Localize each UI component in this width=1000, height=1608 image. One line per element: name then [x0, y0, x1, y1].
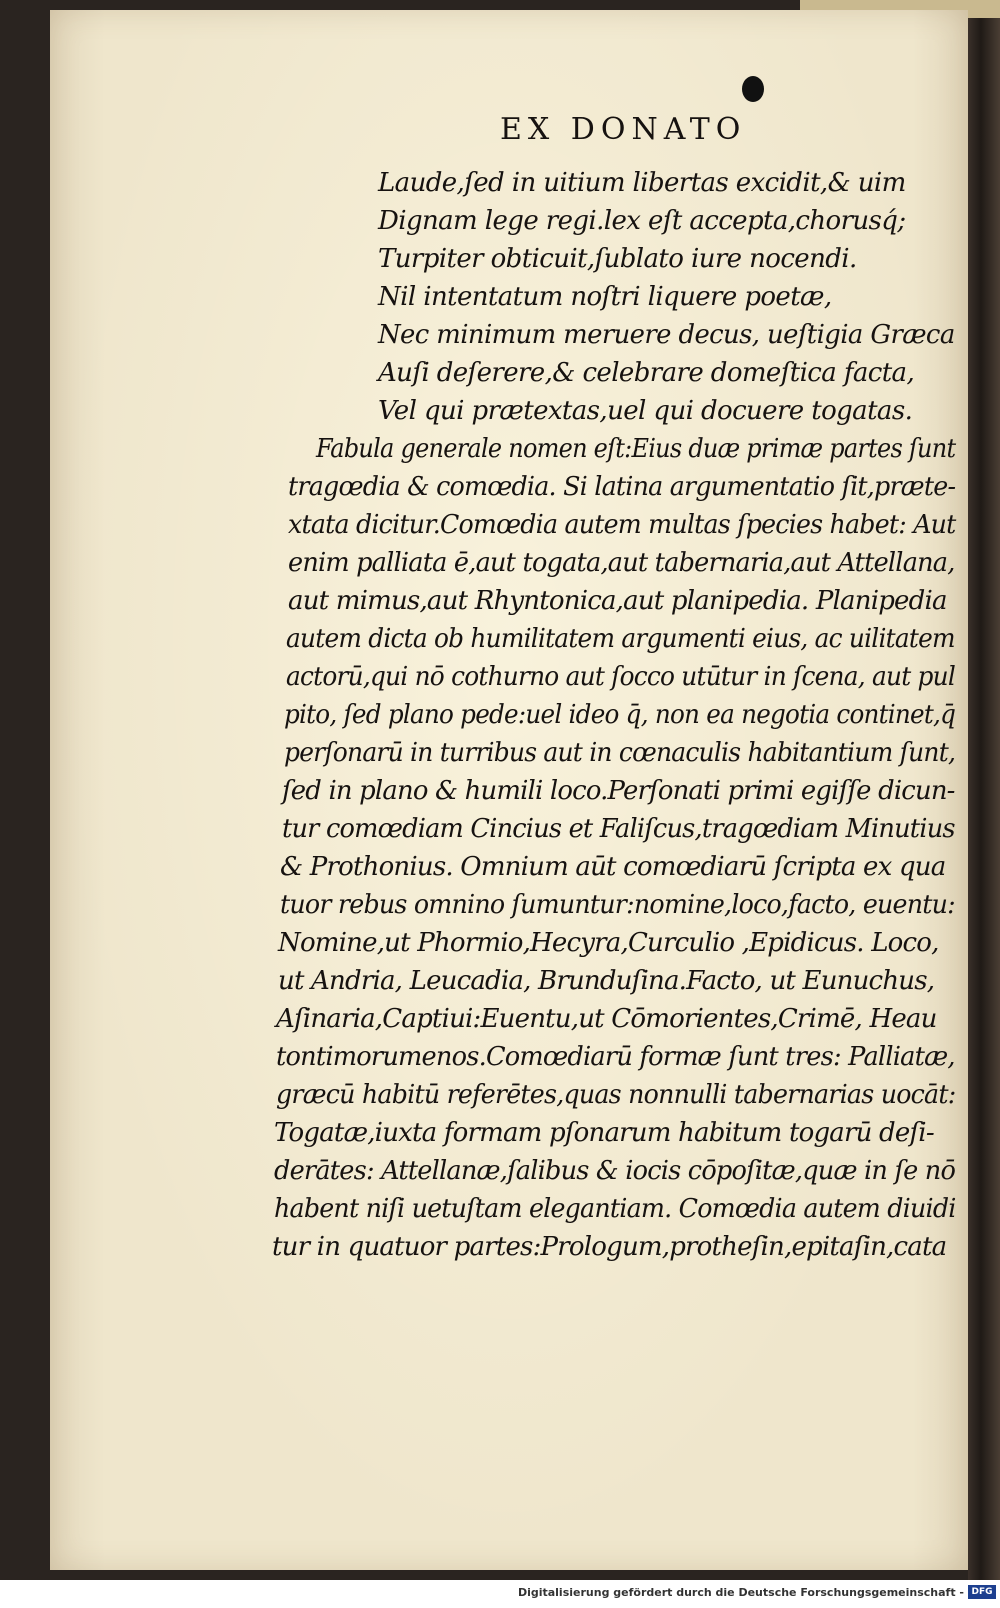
prose-line: Nomine,ut Phormio,Hecyra,Curculio ,Epidicus. Loco,	[278, 928, 939, 958]
dfg-logo: DFG	[968, 1585, 996, 1599]
prose-line: tragœdia & comœdia. Si latina argumentatio ſit,præte-	[288, 472, 956, 502]
prose-line: aut mimus,aut Rhyntonica,aut planipedia. Planipedia	[288, 586, 947, 616]
verse-line: Vel qui prætextas,uel qui docuere togatas.	[378, 396, 913, 426]
verse-line: Nec minimum meruere decus, ueſtigia Græca	[378, 320, 955, 350]
prose-line: autem dicta ob humilitatem argumenti eius, ac uilitatem	[286, 624, 955, 654]
prose-line: tontimorumenos.Comœdiarū formæ ſunt tres: Palliatæ,	[276, 1042, 955, 1072]
verse-line: Dignam lege regi.lex eſt accepta,chorusq́;	[378, 206, 906, 236]
funding-credit: Digitalisierung gefördert durch die Deutsche Forschungsgemeinschaft -	[517, 1586, 964, 1599]
prose-line: pito, ſed plano pede:uel ideo q̄, non ea negotia continet,q̄	[284, 700, 956, 730]
prose-line: derātes: Attellanæ,ſalibus & iocis cōpoſitæ,quæ in ſe nō	[274, 1156, 956, 1186]
prose-line: & Prothonius. Omnium aūt comœdiarū ſcripta ex qua	[280, 852, 946, 882]
prose-line: perſonarū in turribus aut in cœnaculis habitantium ſunt,	[284, 738, 956, 768]
verse-line: Auſi deſerere,& celebrare domeſtica facta,	[378, 358, 915, 388]
footer-bar	[0, 1580, 1000, 1608]
book-edge	[968, 0, 1000, 1580]
prose-line: xtata dicitur.Comœdia autem multas ſpecies habet: Aut	[288, 510, 956, 540]
prose-line: Togatæ,iuxta formam pſonarum habitum togarū deſi-	[274, 1118, 934, 1148]
prose-line: enim palliata ē,aut togata,aut tabernaria,aut Attellana,	[288, 548, 955, 578]
running-head: EX DONATO	[500, 112, 747, 147]
prose-line: habent niſi uetuſtam elegantiam. Comœdia autem diuidi	[274, 1194, 956, 1224]
prose-line: græcū habitū referētes,quas nonnulli tabernarias uocāt:	[276, 1080, 956, 1110]
prose-line: Aſinaria,Captiui:Euentu,ut Cōmorientes,Crimē, Heau	[276, 1004, 937, 1034]
verse-line: Laude,ſed in uitium libertas excidit,& uim	[378, 168, 906, 198]
verse-line: Turpiter obticuit,ſublato iure nocendi.	[378, 244, 857, 274]
prose-line: ſed in plano & humili loco.Perſonati primi egiſſe dicun-	[282, 776, 955, 806]
prose-line: tur comœdiam Cincius et Faliſcus,tragœdiam Minutius	[282, 814, 955, 844]
prose-line: Fabula generale nomen eſt:Eius duæ primæ partes ſunt	[316, 434, 956, 464]
prose-line: ut Andria, Leucadia, Brunduſina.Facto, ut Eunuchus,	[278, 966, 935, 996]
ink-blot	[742, 76, 764, 102]
prose-line: tur in quatuor partes:Prologum,protheſin,epitaſin,cata	[272, 1232, 947, 1262]
verse-line: Nil intentatum noſtri liquere poetæ,	[378, 282, 832, 312]
prose-line: actorū,qui nō cothurno aut ſocco utūtur in ſcena, aut pul	[286, 662, 956, 692]
prose-line: tuor rebus omnino ſumuntur:nomine,loco,facto, euentu:	[280, 890, 955, 920]
